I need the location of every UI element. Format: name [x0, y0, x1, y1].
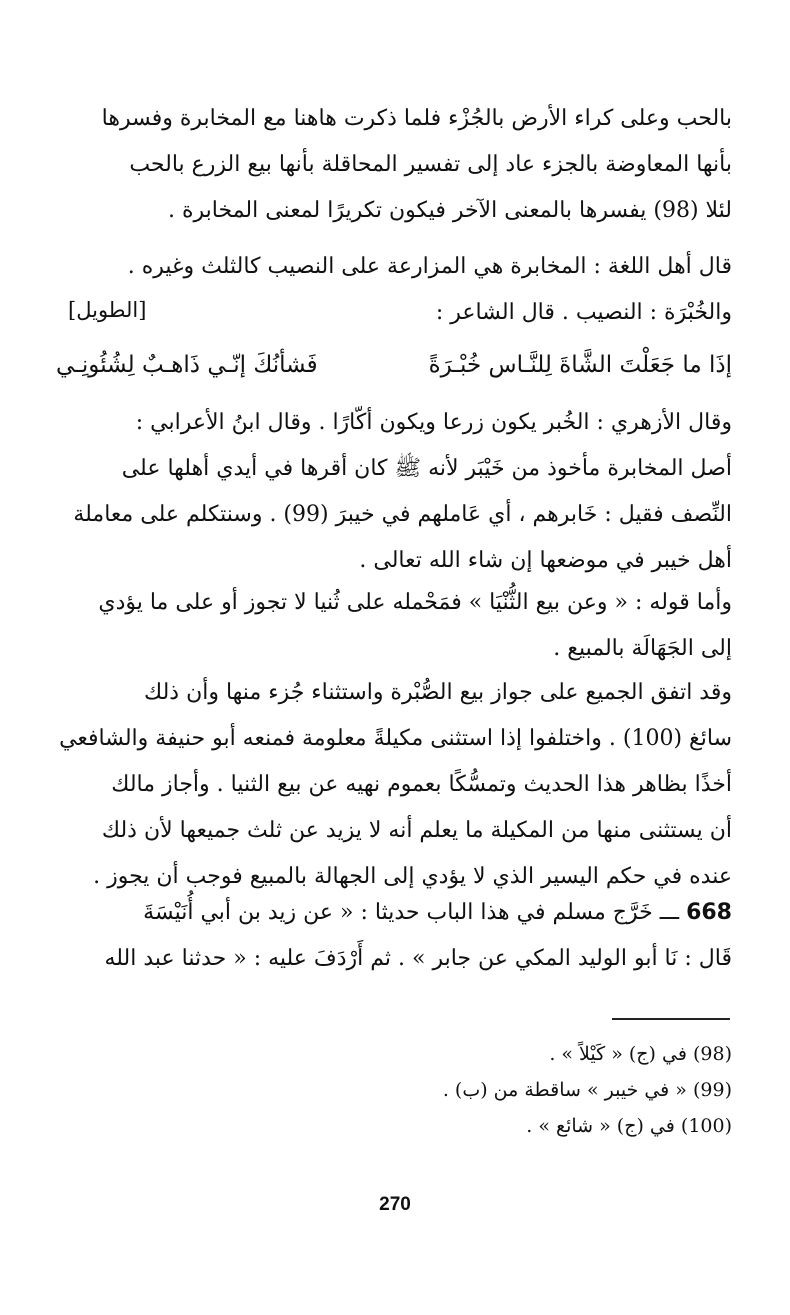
footnote-separator	[612, 1018, 730, 1020]
hadith-number: 668	[686, 900, 732, 925]
text-line: أصل المخابرة مأخوذ من خَيْبَر لأنه ﷺ كان أقرها في أيدي أهلها على	[121, 456, 732, 481]
text-line: بالحب وعلى كراء الأرض بالجُزْء فلما ذكرت هاهنا مع المخابرة وفسرها	[101, 106, 732, 131]
paragraph-3	[56, 400, 732, 584]
text-line: لئلا (98) يفسرها بالمعنى الآخر فيكون تكريرًا لمعنى المخابرة .	[168, 198, 732, 223]
footnote: (100) في (ج) « شائع » .	[526, 1115, 732, 1137]
page-number: 270	[379, 1194, 411, 1215]
text-line: وقد اتفق الجميع على جواز بيع الصُّبْرة واستثناء جُزء منها وأن ذلك	[144, 680, 732, 705]
text-line: عنده في حكم اليسير الذي لا يؤدي إلى الجهالة بالمبيع فوجب أن يجوز .	[93, 864, 732, 889]
footnote: (99) « في خيبر » ساقطة من (ب) .	[442, 1079, 732, 1101]
text-line: وقال الأزهري : الخُبر يكون زرعا ويكون أكّارًا . وقال ابنُ الأعرابي :	[135, 410, 732, 435]
text-line: بأنها المعاوضة بالجزء عاد إلى تفسير المحاقلة بأنها بيع الزرع بالحب	[129, 152, 732, 177]
text-line: قال أهل اللغة : المخابرة هي المزارعة على النصيب كالثلث وغيره .	[127, 254, 732, 279]
text-line: وأما قوله : « وعن بيع الثُّنْيَا » فمَحْمله على ثُنيا لا تجوز أو على ما يؤدي	[98, 590, 732, 615]
text-line: أهل خيبر في موضعها إن شاء الله تعالى .	[359, 548, 732, 573]
paragraph-4	[56, 580, 732, 672]
footnotes	[56, 1036, 732, 1144]
paragraph-2	[56, 244, 732, 336]
text-line: أن يستثنى منها من المكيلة ما يعلم أنه لا يزيد عن ثلث جميعها لأن ذلك	[101, 818, 732, 843]
text-line: إلى الجَهَالَة بالمبيع .	[553, 636, 732, 661]
text-line: سائغ (100) . واختلفوا إذا استثنى مكيلةً معلومة فمنعه أبو حنيفة والشافعي	[59, 726, 732, 751]
verse-second-hemistich: فَشأنُكَ إنّـي ذَاهـبٌ لِشُئُونِـي	[56, 352, 318, 378]
paragraph-5	[56, 670, 732, 900]
text-line: أخذًا بظاهر هذا الحديث وتمسُّكًا بعموم نهيه عن بيع الثنيا . وأجاز مالك	[111, 772, 732, 797]
text-line: قَال : نَا أبو الوليد المكي عن جابر » . ثم أَرْدَفَ عليه : « حدثنا عبد الله	[104, 946, 732, 971]
footnote: (98) في (ج) « كَيْلاً » .	[549, 1043, 732, 1065]
text-line: والخُبْرَة : النصيب . قال الشاعر :	[435, 300, 732, 325]
poem-verse	[56, 340, 732, 390]
text-line: النِّصف فقيل : خَابرهم ، أي عَاملهم في خيبرَ (99) . وسنتكلم على معاملة	[73, 502, 732, 527]
paragraph-1	[56, 96, 732, 234]
hadith-line-text: ـــ خَرَّج مسلم في هذا الباب حديثا : « عن زيد بن أبي أُنَيْسَةَ	[143, 900, 680, 925]
verse-first-hemistich: إذَا ما جَعَلْتَ الشَّاةَ لِلنَّـاس خُبْـرَةً	[428, 352, 732, 378]
text-line	[56, 890, 732, 936]
poetic-meter-label: [الطويل]	[68, 298, 147, 322]
paragraph-6	[56, 890, 732, 982]
